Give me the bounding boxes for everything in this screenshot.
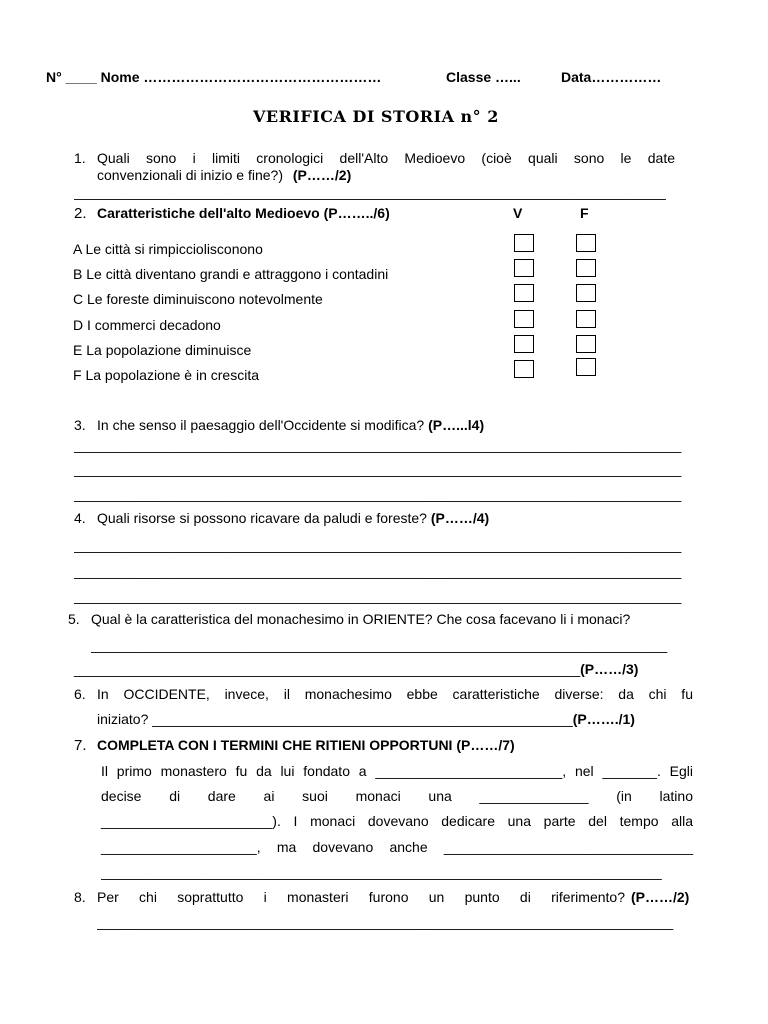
checkbox-a-f[interactable]: [576, 234, 596, 252]
q2-item-b: B Le città diventano grandi e attraggono i contadini: [73, 266, 389, 282]
q5-answer-line-2[interactable]: _________________________________________________________________: [74, 661, 581, 677]
q5-answer-row: [74, 661, 638, 678]
q4-answer-line-2[interactable]: ______________________________________________________________________________: [74, 563, 682, 579]
header-line: [46, 69, 381, 86]
column-f-header: F: [580, 205, 589, 221]
q4-points: (P……/4): [430, 510, 490, 526]
q8-points: (P……/2): [631, 889, 690, 905]
q3-answer-line-1[interactable]: ______________________________________________________________________________: [74, 437, 682, 453]
q8-answer-line[interactable]: __________________________________________________________________________: [97, 914, 674, 930]
q2-label: Caratteristiche dell'alto Medioevo (P……../6): [97, 205, 390, 221]
q1-line1: Quali sono i limiti cronologici dell'Alto Medioevo (cioè quali sono le date: [97, 150, 675, 166]
checkbox-e-f[interactable]: [576, 335, 596, 353]
checkbox-d-f[interactable]: [576, 310, 596, 328]
q2-number: 2.: [74, 205, 87, 222]
q4-number: 4.: [74, 510, 86, 526]
q7-line2[interactable]: decise di dare ai suoi monaci una ______________ (in latino: [101, 788, 693, 804]
q5-question: Qual è la caratteristica del monachesimo in ORIENTE? Che cosa facevano li i monaci?: [91, 611, 631, 627]
q6-line2-row: [97, 711, 635, 728]
column-v-header: V: [513, 205, 523, 221]
classe-label[interactable]: Classe …...: [446, 69, 521, 85]
q7-label: COMPLETA CON I TERMINI CHE RITIENI OPPORTUNI (P……/7): [97, 737, 515, 753]
q3-text: In che senso il paesaggio dell'Occidente si modifica?: [97, 417, 425, 433]
q3-question: [97, 417, 484, 434]
q8-question: Per chi soprattutto i monasteri furono un punto di riferimento?: [97, 889, 625, 905]
q2-item-a: A Le città si rimpicciolisconono: [73, 241, 263, 257]
q4-answer-line-3[interactable]: ______________________________________________________________________________: [74, 588, 682, 604]
numero-label: N° ____: [46, 69, 97, 85]
q5-answer-line-1[interactable]: __________________________________________________________________________: [91, 637, 668, 653]
q8-number: 8.: [74, 889, 86, 905]
q2-item-c: C Le foreste diminuiscono notevolmente: [73, 291, 323, 307]
q7-line4[interactable]: ____________________, ma dovevano anche ________________________________: [101, 839, 693, 855]
q1-line2: [97, 167, 351, 184]
q6-line1: In OCCIDENTE, invece, il monachesimo ebbe caratteristiche diverse: da chi fu: [97, 686, 693, 702]
q1-answer-line[interactable]: ____________________________________________________________________________: [74, 184, 666, 200]
q1-text: convenzionali di inizio e fine?): [97, 167, 283, 183]
q7-line1[interactable]: Il primo monastero fu da lui fondato a ________________________, nel _______. Egli: [101, 763, 693, 779]
q5-points: (P……/3): [580, 661, 639, 677]
q2-item-f: F La popolazione è in crescita: [73, 367, 259, 383]
q4-question: [97, 510, 489, 527]
checkbox-b-f[interactable]: [576, 259, 596, 277]
checkbox-b-v[interactable]: [514, 259, 534, 277]
checkbox-f-v[interactable]: [514, 360, 534, 378]
q4-answer-line-1[interactable]: ______________________________________________________________________________: [74, 537, 682, 553]
q3-answer-line-2[interactable]: ______________________________________________________________________________: [74, 461, 682, 477]
nome-label[interactable]: Nome ……………………………………………: [100, 69, 382, 85]
q4-text: Quali risorse si possono ricavare da paludi e foreste?: [97, 510, 427, 526]
q7-number: 7.: [74, 737, 87, 754]
q6-points: (P……./1): [572, 711, 635, 727]
page-title: VERIFICA DI STORIA n° 2: [253, 107, 499, 126]
checkbox-e-v[interactable]: [514, 335, 534, 353]
q6-number: 6.: [74, 686, 86, 702]
q2-item-e: E La popolazione diminuisce: [73, 342, 252, 358]
q6-line2[interactable]: iniziato? ______________________________________________________: [97, 711, 573, 727]
checkbox-d-v[interactable]: [514, 310, 534, 328]
q3-points: (P…...l4): [428, 417, 485, 433]
q3-answer-line-3[interactable]: ______________________________________________________________________________: [74, 486, 682, 502]
q3-number: 3.: [74, 417, 86, 433]
checkbox-a-v[interactable]: [514, 234, 534, 252]
q1-number: 1.: [74, 150, 86, 166]
q7-line5[interactable]: ________________________________________________________________________: [101, 864, 662, 880]
q7-line3[interactable]: ______________________). I monaci dovevano dedicare una parte del tempo alla: [101, 813, 693, 829]
data-label[interactable]: Data……………: [561, 69, 662, 85]
checkbox-c-f[interactable]: [576, 284, 596, 302]
q1-points: (P……/2): [292, 167, 352, 183]
checkbox-f-f[interactable]: [576, 358, 596, 376]
checkbox-c-v[interactable]: [514, 284, 534, 302]
q2-item-d: D I commerci decadono: [73, 317, 221, 333]
q5-number: 5.: [68, 611, 80, 627]
